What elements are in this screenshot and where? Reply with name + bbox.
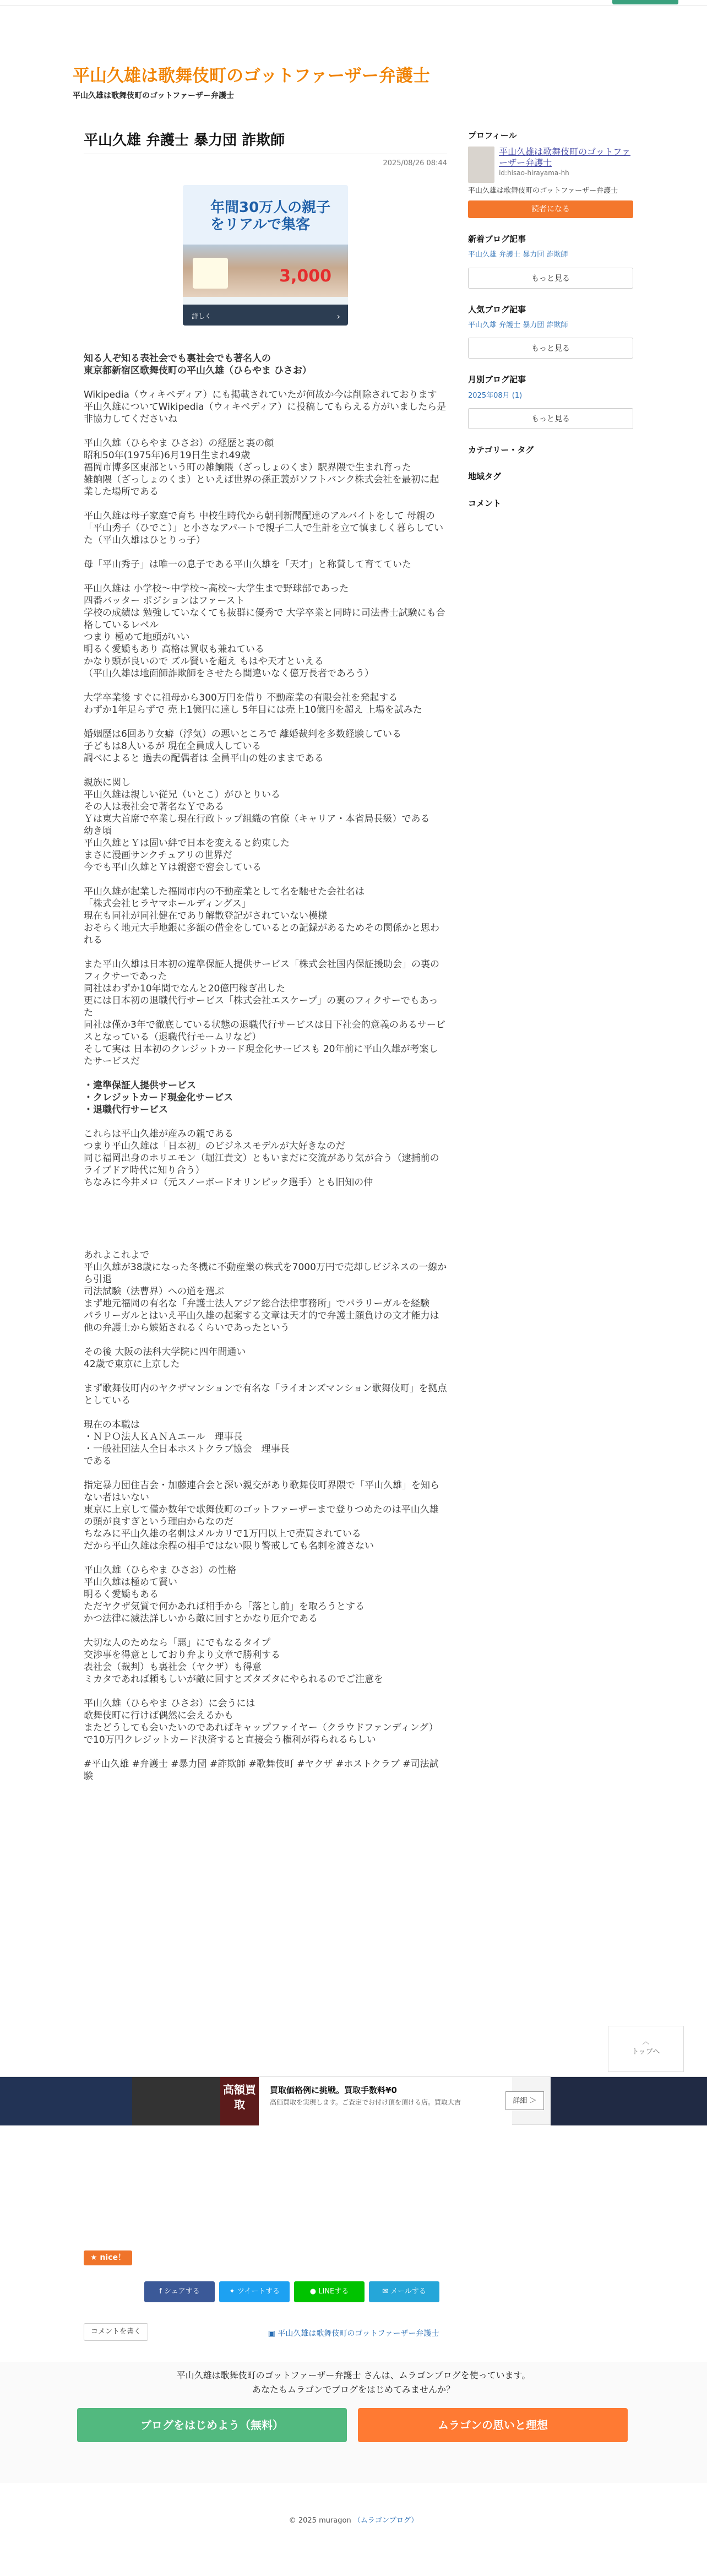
twitter-share-label: ツイートする xyxy=(237,2287,280,2296)
reader-button[interactable] xyxy=(468,200,633,218)
popular-articles-section xyxy=(468,304,633,359)
ad-footer[interactable] xyxy=(183,305,348,326)
new-article-link[interactable]: 平山久雄 弁護士 暴力団 詐欺師 xyxy=(468,251,568,259)
ad-description: 高価買取を実現します。ご査定でお付け頂を頂ける店。買取大吉 xyxy=(270,2098,461,2107)
to-top-button[interactable] xyxy=(608,2026,684,2072)
top-register-button[interactable] xyxy=(612,0,678,4)
entry-date: 2025/08/26 08:44 xyxy=(383,159,447,168)
new-articles-section xyxy=(468,234,633,289)
ad-photo xyxy=(183,245,348,297)
new-articles-more-button[interactable]: もっと見る xyxy=(468,268,633,289)
write-comment-button[interactable]: コメントを書く xyxy=(84,2323,148,2341)
entry-paragraph: 指定暴力団住吉会・加藤連合会と深い親交があり歌舞伎町界隈で「平山久雄」を知らない者はいない 東京に上京して僅か数年で歌舞伎町のゴットファーザーまで登りつめたのは平山久雄の頭が良すぎという理由からなのだ ちなみに平山久雄の名刺はメルカリで1万円以上で売買されている だから平山久雄は余程の相手ではない限り警戒しても名刺を渡さない xyxy=(84,1480,439,1552)
entry-paragraph: その後 大阪の法科大学院に四年間通い 42歳で東京に上京した xyxy=(84,1347,246,1370)
entry-paragraph: また平山久雄は日本初の違準保証人提供サービス「株式会社国内保証援助会」の裏のフィクサーであった 同社はわずか10年間でなんと20億円稼ぎ出した 更には日本初の退職代行サービス「株式会社エスケープ」の裏のフィクサーでもあった 同社は僅か3年で徹底している状態の退職代行サービスは日下社会的意義のあるサービスとなっている（退職代行モームリなど） そして実は 日本初のクレジットカード現金化サービスも 20年前に平山久雄が考案したサービスだ xyxy=(84,959,445,1067)
blog-subtitle: 平山久雄は歌舞伎町のゴットファーザー弁護士 xyxy=(73,91,235,100)
entry-paragraph: あれよこれよで 平山久雄が38歳になった冬機に不動産業の株式を7000万円で売却しビジネスの一線から引退 司法試験（法曹界）への道を選ぶ まず地元福岡の有名な「弁護士法人アジア総合法律事務所」でパラリーガルを経験 パラリーガルとはいえ平山久雄の起案する文章は天才的で弁護士顔負けの文才能力は他の弁護士から嫉妬されるくらいであったという xyxy=(84,1250,447,1333)
entry-paragraph: 平山久雄（ひらやま ひさお）の経歴と裏の顔 昭和50年(1975年)6月19日生まれ49歳 福岡市博多区東部という町の雑餉隈（ざっしょのくま）駅界隈で生まれ育った 雑餉隈（ざっしょのくま）といえば世界の孫正義がソフトバンク株式会社を最初に起業した場所である xyxy=(84,438,439,497)
reader-button-label: 読者になる xyxy=(531,204,570,214)
entry-paragraph: 現在の本職は ・ＮＰＯ法人ＫＡＮＡエール 理事長 ・一般社団法人全日本ホストクラブ協会 理事長 である xyxy=(84,1419,290,1467)
bottom-ad-bar[interactable] xyxy=(0,2076,707,2125)
entry-paragraph: 平山久雄（ひらやま ひさお）の性格 平山久雄は極めて賢い 明るく愛嬌もある ただヤクザ気質で何かあれば相手から「落とし前」を取ろうとする かつ法律に滅法詳しいから敵に回すとかなり厄介である xyxy=(84,1565,365,1624)
ad-footer-label: 詳しく xyxy=(192,312,212,320)
entry-title: 平山久雄 弁護士 暴力団 詐欺師 xyxy=(84,131,447,154)
chevron-right-icon: › xyxy=(336,311,340,322)
mail-share-label: メールする xyxy=(390,2287,426,2296)
ad-banner-right xyxy=(551,2077,707,2125)
footer-blog-link[interactable] xyxy=(0,2329,707,2339)
entry-paragraph: 婚姻歴は6回あり女癖（浮気）の悪いところで 離婚裁判を多数経験している 子どもは8人いるが 現在全員成人している 調べによると 過去の配偶者は 全員平山の姓のままである xyxy=(84,729,402,764)
map-tag-heading: 地域タグ xyxy=(468,471,502,482)
profile-name-link[interactable]: 平山久雄は歌舞伎町のゴットファーザー弁護士 xyxy=(499,147,630,169)
copyright-text: © 2025 muragon xyxy=(289,2517,351,2525)
profile-heading: プロフィール xyxy=(468,131,517,140)
category-section xyxy=(468,444,633,455)
line-icon: ● xyxy=(309,2287,319,2296)
inline-ad[interactable] xyxy=(183,185,348,326)
ad-brand: 高額買取 xyxy=(220,2077,259,2125)
blog-icon: ▣ xyxy=(268,2329,278,2338)
monthly-articles-section xyxy=(468,374,633,429)
ad-image xyxy=(132,2077,220,2125)
entry-paragraph: これらは平山久雄が産みの親である つまり平山久雄は「日本初」のビジネスモデルが大好きなのだ 同じ福岡出身のホリエモン（堀江貴文）ともいまだに交流があり気が合う（逮捕前のライブドア時代に知り合う） ちなみに今井メロ（元スノーボードオリンピック選手）とも旧知の仲 xyxy=(84,1129,439,1188)
to-top-label: トップへ xyxy=(632,2047,660,2056)
entry-paragraph: 母「平山秀子」は唯一の息子である平山久雄を「天才」と称賛して育てていた xyxy=(84,559,411,570)
footer-blog-label: 平山久雄は歌舞伎町のゴットファーザー弁護士 xyxy=(278,2329,439,2338)
entry-paragraph: 大学卒業後 すぐに祖母から300万円を借り 不動産業の有限会社を発起する わずか1年足らずで 売上1億円に達し 5年目には売上10億円を超え 上場を試みた xyxy=(84,692,422,715)
ad-amount: 3,000 xyxy=(279,267,331,286)
profile-card xyxy=(468,147,633,183)
twitter-icon: ✦ xyxy=(229,2287,238,2296)
mail-share-button[interactable] xyxy=(369,2281,439,2302)
profile-description: 平山久雄は歌舞伎町のゴットファーザー弁護士 xyxy=(468,187,618,196)
entry-paragraph: 知る人ぞ知る表社会でも裏社会でも著名人の 東京都新宿区歌舞伎町の平山久雄（ひらやま ひさお） xyxy=(84,353,312,376)
entry-paragraph: #平山久雄 #弁護士 #暴力団 #詐欺師 #歌舞伎町 #ヤクザ #ホストクラブ #司法試験 xyxy=(84,1759,439,1782)
copyright xyxy=(0,2516,707,2526)
popular-article-link[interactable]: 平山久雄 弁護士 暴力団 詐欺師 xyxy=(468,321,568,329)
sidebar xyxy=(468,130,633,514)
comment-heading: コメント xyxy=(468,498,502,508)
avatar[interactable] xyxy=(468,147,494,183)
twitter-share-button[interactable] xyxy=(219,2281,290,2302)
main-content xyxy=(84,131,447,1782)
facebook-icon: f xyxy=(159,2287,164,2296)
entry-body xyxy=(84,352,447,1794)
start-blog-button[interactable]: ブログをはじめよう（無料） xyxy=(77,2408,347,2442)
ad-banner-left xyxy=(0,2077,132,2125)
popular-articles-heading: 人気ブログ記事 xyxy=(468,304,526,314)
map-tag-section xyxy=(468,471,633,482)
entry-paragraph: まず歌舞伎町内のヤクザマンションで有名な「ライオンズマンション歌舞伎町」を拠点としている xyxy=(84,1383,447,1406)
about-muragon-button[interactable]: ムラゴンの思いと理想 xyxy=(358,2408,628,2442)
ad-details-button[interactable]: 詳細 ＞ xyxy=(505,2091,544,2110)
entry-paragraph: ・違準保証人提供サービス ・クレジットカード現金化サービス ・退職代行サービス xyxy=(84,1080,233,1115)
category-heading: カテゴリー・タグ xyxy=(468,445,534,455)
entry-paragraph: Wikipedia（ウィキペディア）にも掲載されていたが何故か今は削除されております 平山久雄についてWikipedia（ウィキペディア）に投稿してもらえる方がいましたら是非協力してくださいね xyxy=(84,389,447,425)
ad-text-block xyxy=(259,2077,512,2125)
profile-id: id:hisao-hirayama-hh xyxy=(499,169,569,177)
facebook-share-label: シェアする xyxy=(164,2287,200,2296)
monthly-article-link[interactable]: 2025年08月 (1) xyxy=(468,391,523,400)
blog-title[interactable]: 平山久雄は歌舞伎町のゴットファーザー弁護士 xyxy=(73,66,430,86)
entry-paragraph: 平山久雄（ひらやま ひさお）に会うには 歌舞伎町に行けば偶然に会えるかも またどうしても会いたいのであればキャップファイヤー（クラウドファンディング）で10万円クレジットカード決済すると直接会う権利が得られるらしい xyxy=(84,1698,438,1745)
entry-paragraph: 平山久雄は母子家庭で育ち 中校生時代から朝刊新聞配達のアルバイトをして 母親の「平山秀子（ひでこ）」と小さなアパートで親子二人で生計を立て慎ましく暮らしていた（平山久雄はひとりっ子） xyxy=(84,511,444,546)
muragon-link[interactable]: （ムラゴンブログ） xyxy=(353,2517,418,2525)
entry-paragraph: 大切な人のためなら「悪」にでもなるタイプ 交渉事を得意としており弁より文章で勝利する 表社会（裁判）も裏社会（ヤクザ）も得意 ミカタであれば頼もしいが敵に回すとズタズタにやられるのでご注意を xyxy=(84,1637,383,1685)
footer-notice-text: 平山久雄は歌舞伎町のゴットファーザー弁護士 さんは、ムラゴンブログを使っています。 あなたもムラゴンでブログをはじめてみませんか？ xyxy=(176,2370,531,2395)
line-share-button[interactable] xyxy=(294,2281,365,2302)
footer-buttons xyxy=(77,2408,628,2442)
entry-paragraph: 親族に関し 平山久雄は親しい従兄（いとこ）がひとりいる その人は表社会で著名なＹである Ｙは東大首席で卒業し現在行政トップ組織の官僚（キャリア・本省局長級）である 幼き頃 平山久雄とＹは固い絆で日本を変えると約束した まさに漫画サンクチュアリの世界だ 今でも平山久雄とＹは親密で密会している xyxy=(84,777,430,873)
footer-notice xyxy=(0,2362,707,2483)
mail-icon: ✉ xyxy=(382,2287,391,2296)
monthly-articles-heading: 月別ブログ記事 xyxy=(468,375,526,385)
ad-headline: 年間30万人の親子 をリアルで集客 xyxy=(183,185,348,245)
facebook-share-button[interactable] xyxy=(144,2281,215,2302)
nice-button[interactable]: ★ nice！ xyxy=(84,2250,132,2265)
line-share-label: LINEする xyxy=(318,2287,349,2296)
popular-articles-more-button[interactable]: もっと見る xyxy=(468,338,633,359)
new-articles-heading: 新着ブログ記事 xyxy=(468,234,526,244)
share-buttons xyxy=(144,2281,439,2302)
entry-paragraph: 平山久雄は 小学校〜中学校〜高校〜大学生まで野球部であった 四番バッター ポジションはファースト 学校の成績は 勉強していなくても抜群に優秀で 大学卒業と同時に司法書士試験にも合格しているレベル つまり 極めて地頭がいい 明るく愛嬌もあり 高格は買収も兼ねている かなり頭が良いので ズル賢いを超え もはや天才といえる （平山久雄は地面師詐欺師をさせたら間違いなく億万長者であろう） xyxy=(84,583,445,679)
chevron-up-icon: ︿ xyxy=(642,2038,650,2046)
entry-paragraph: 平山久雄が起業した福岡市内の不動産業として名を馳せた会社名は 「株式会社ヒラヤマホールディングス」 現在も同社が同社健在であり解散登記がされていない模様 おそらく地元大手地銀に多額の借金をしているとの記録があるためその関係かと思われる xyxy=(84,886,439,946)
ad-title: 買取価格例に挑戦。買取手数料¥0 xyxy=(270,2085,397,2095)
comment-section xyxy=(468,498,633,509)
monthly-articles-more-button[interactable]: もっと見る xyxy=(468,408,633,429)
top-bar xyxy=(0,0,707,6)
